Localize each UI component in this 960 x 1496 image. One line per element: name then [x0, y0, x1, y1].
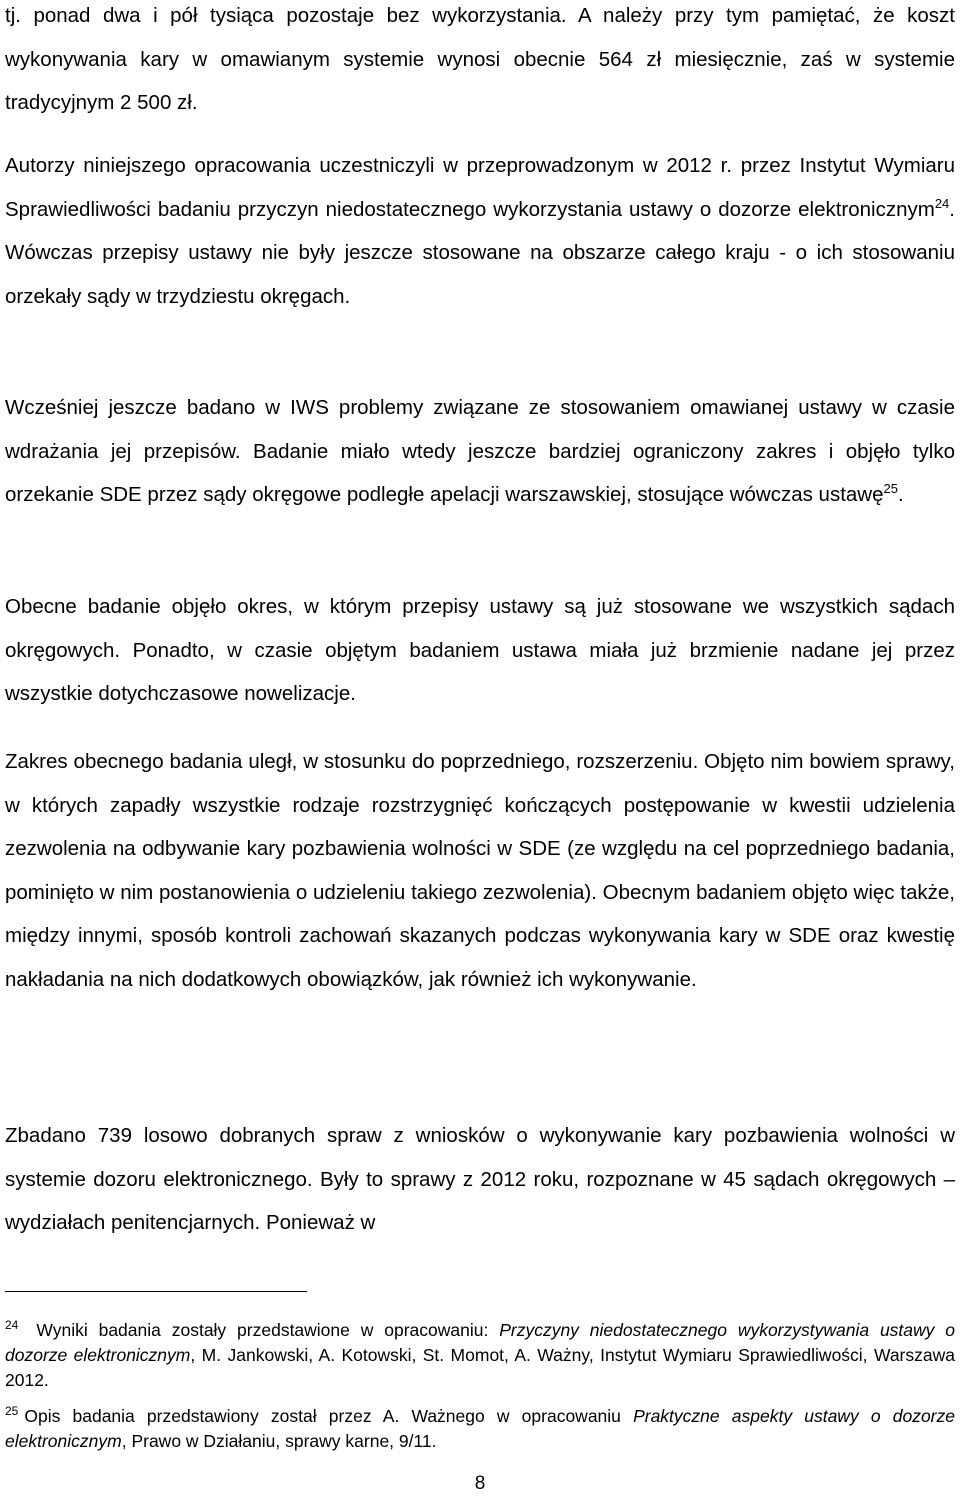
footnote-ref-25[interactable]: 25: [883, 481, 898, 496]
paragraph-study-scope: [5, 740, 955, 1001]
paragraph-cost-comparison: [5, 0, 955, 125]
footnote-text: Opis badania przedstawiony został przez A. Ważnego w opracowaniu: [24, 1406, 634, 1426]
footnote-mark: 25: [5, 1404, 19, 1418]
paragraph-earlier-study: [5, 386, 955, 517]
footnote-separator: [5, 1291, 307, 1292]
footnote-title: Praktyczne aspekty ustawy o dozorze elektronicznym: [5, 1406, 955, 1451]
paragraph-text: .: [897, 483, 904, 506]
paragraph-text: Zakres obecnego badania uległ, w stosunku do poprzedniego, rozszerzeniu. Objęto nim bowiem sprawy, w których zapadły wszystkie rodzaje rozstrzygnięć kończących postępowanie w kwestii udzielenia zezwolenia na odbywanie kary pozbawienia wolności w SDE (ze względu na cel poprzedniego badania, pominięto w nim postanowienia o udzieleniu takiego zezwolenia). Obecnym badaniem objęto więc także, między innymi, sposób kontroli zachowań skazanych podczas wykonywania kary w SDE oraz kwestię nakładania na nich dodatkowych obowiązków, jak również ich wykonywanie.: [5, 750, 955, 991]
paragraph-text: tj. ponad dwa i pół tysiąca pozostaje bez wykorzystania. A należy przy tym pamiętać, że koszt wykonywania kary w omawianym systemie wynosi obecnie 564 zł miesięcznie, zaś w systemie tradycyjnym 2 500 zł.: [5, 4, 955, 114]
footnote-ref-24[interactable]: 24: [934, 195, 950, 211]
footnote-text: , Prawo w Działaniu, sprawy karne, 9/11.: [121, 1431, 437, 1451]
paragraph-text: Autorzy niniejszego opracowania uczestniczyli w przeprowadzonym w 2012 r. przez Instytut Wymiaru Sprawiedliwości badaniu przyczyn niedostatecznego wykorzystania ustawy o dozorze elektronicznym: [5, 154, 955, 221]
paragraph-text: Zbadano 739 losowo dobranych spraw z wniosków o wykonywanie kary pozbawienia wolności w systemie dozoru elektronicznego. Były to sprawy z 2012 roku, rozpoznane w 45 sądach okręgowych – wydziałach penitencjarnych. Ponieważ w: [5, 1124, 955, 1234]
footnote-25: [5, 1404, 955, 1454]
paragraph-text: . Wówczas przepisy ustawy nie były jeszcze stosowane na obszarze całego kraju - o ich stosowaniu orzekały sądy w trzydziestu okręgach.: [5, 197, 955, 308]
paragraph-text: Obecne badanie objęło okres, w którym przepisy ustawy są już stosowane we wszystkich sądach okręgowych. Ponadto, w czasie objętym badaniem ustawa miała już brzmienie nadane jej przez wszystkie dotychczasowe nowelizacje.: [5, 595, 955, 705]
footnote-title: Przyczyny niedostatecznego wykorzystywania ustawy o dozorze elektronicznym: [5, 1320, 956, 1365]
paragraph-authors-study: [5, 144, 955, 318]
paragraph-current-study-period: [5, 585, 955, 716]
paragraph-sample: [5, 1114, 955, 1245]
footnote-text: , M. Jankowski, A. Kotowski, St. Momot, A. Ważny, Instytut Wymiaru Sprawiedliwości, Warszawa 2012.: [5, 1345, 955, 1390]
paragraph-text: Wcześniej jeszcze badano w IWS problemy związane ze stosowaniem omawianej ustawy w czasie wdrażania jej przepisów. Badanie miało wtedy jeszcze bardziej ograniczony zakres i objęło tylko orzekanie SDE przez sądy okręgowe podległe apelacji warszawskiej, stosujące wówczas ustawę: [5, 396, 955, 506]
page-number: 8: [474, 1473, 486, 1494]
footnote-24: [5, 1318, 955, 1393]
footnote-mark: 24: [5, 1318, 19, 1332]
footnote-text: Wyniki badania zostały przedstawione w opracowaniu:: [36, 1320, 500, 1340]
